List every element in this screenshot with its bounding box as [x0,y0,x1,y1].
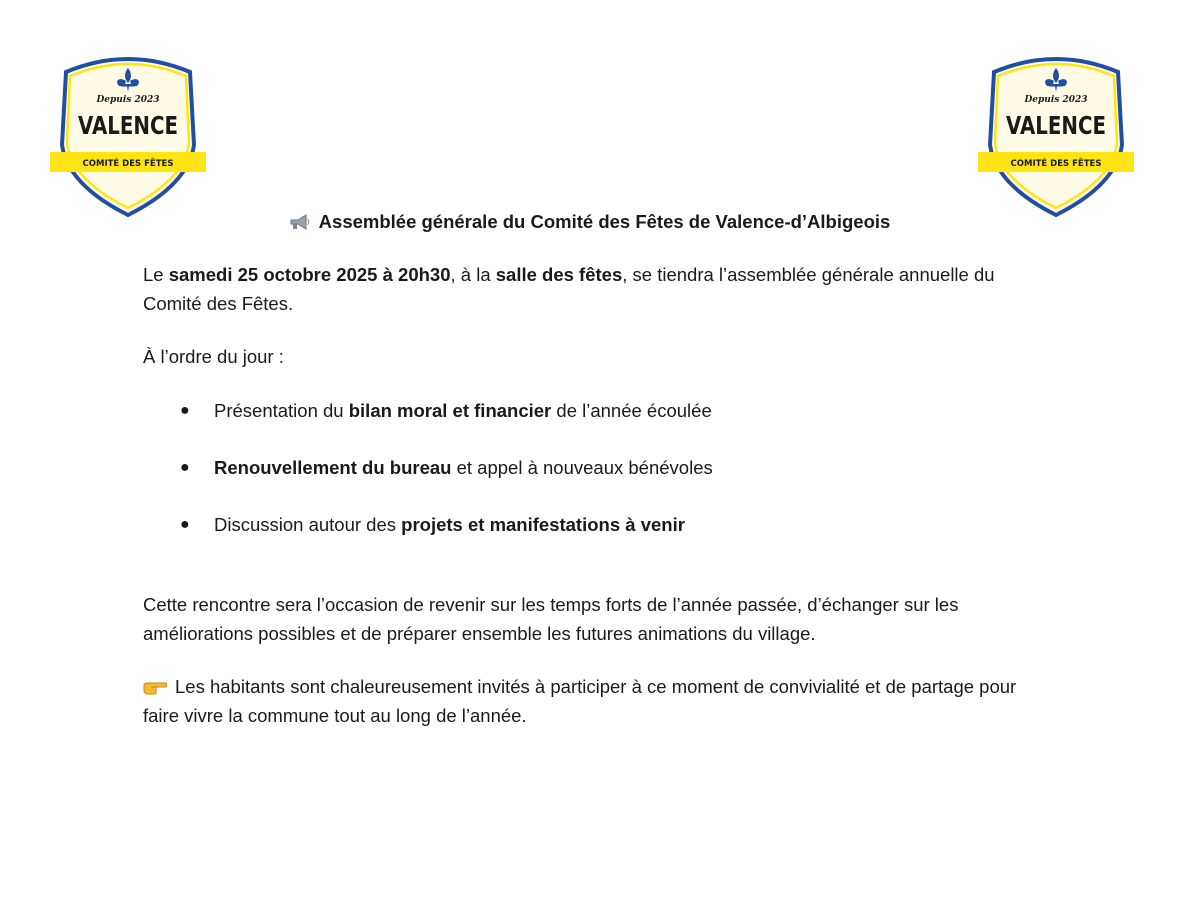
item-bold: bilan moral et financier [348,400,552,421]
intro-text-3: , se tiendra l’assemblée générale annuelle du Comité des Fêtes. [143,264,995,314]
item-bold: Renouvellement du bureau [214,457,452,478]
logo-right [976,50,1136,220]
list-item [143,510,1043,567]
closing-paragraph [143,672,1043,730]
body-paragraph: Cette rencontre sera l’occasion de revenir sur les temps forts de l’année passée, d’échanger sur les améliorations possibles et de préparer ensemble les futures animations du village. [143,594,959,644]
logo-name-text: VALENCE [78,111,178,140]
valence-badge-icon [48,50,208,220]
title-text: Assemblée générale du Comité des Fêtes de Valence-d’Albigeois [318,211,891,232]
bullet-icon: ● [180,459,190,476]
logo-since-text: Depuis 2023 [1024,95,1088,105]
list-item [143,453,1043,510]
logo-name-text: VALENCE [1006,111,1106,140]
closing-text: Les habitants sont chaleureusement invités à participer à ce moment de convivialité et de partage pour faire vivre la commune tout au long de l’année. [143,676,1017,726]
item-text: et appel à nouveaux bénévoles [451,457,713,478]
intro-paragraph [143,260,1043,318]
item-text: Présentation du [214,400,349,421]
bullet-icon: ● [180,516,190,533]
valence-badge-icon [976,50,1136,220]
megaphone-icon [289,210,311,234]
logo-left [48,50,208,220]
pointing-hand-icon [143,672,167,701]
logo-banner-text: COMITÉ DES FÊTES [1010,159,1102,169]
intro-text-1: Le [143,264,169,285]
logo-since-text: Depuis 2023 [96,95,160,105]
logo-banner-text: COMITÉ DES FÊTES [82,159,174,169]
agenda-list [143,396,1043,567]
bullet-icon: ● [180,402,190,419]
item-text: Discussion autour des [214,514,402,535]
intro-date: samedi 25 octobre 2025 à 20h30 [168,264,451,285]
intro-venue: salle des fêtes [495,264,623,285]
item-bold: projets et manifestations à venir [401,514,685,535]
item-text: de l’année écoulée [551,400,712,421]
intro-text-2: , à la [450,264,496,285]
document-title [0,210,1179,234]
list-item [143,396,1043,453]
agenda-heading: À l’ordre du jour : [143,346,284,367]
